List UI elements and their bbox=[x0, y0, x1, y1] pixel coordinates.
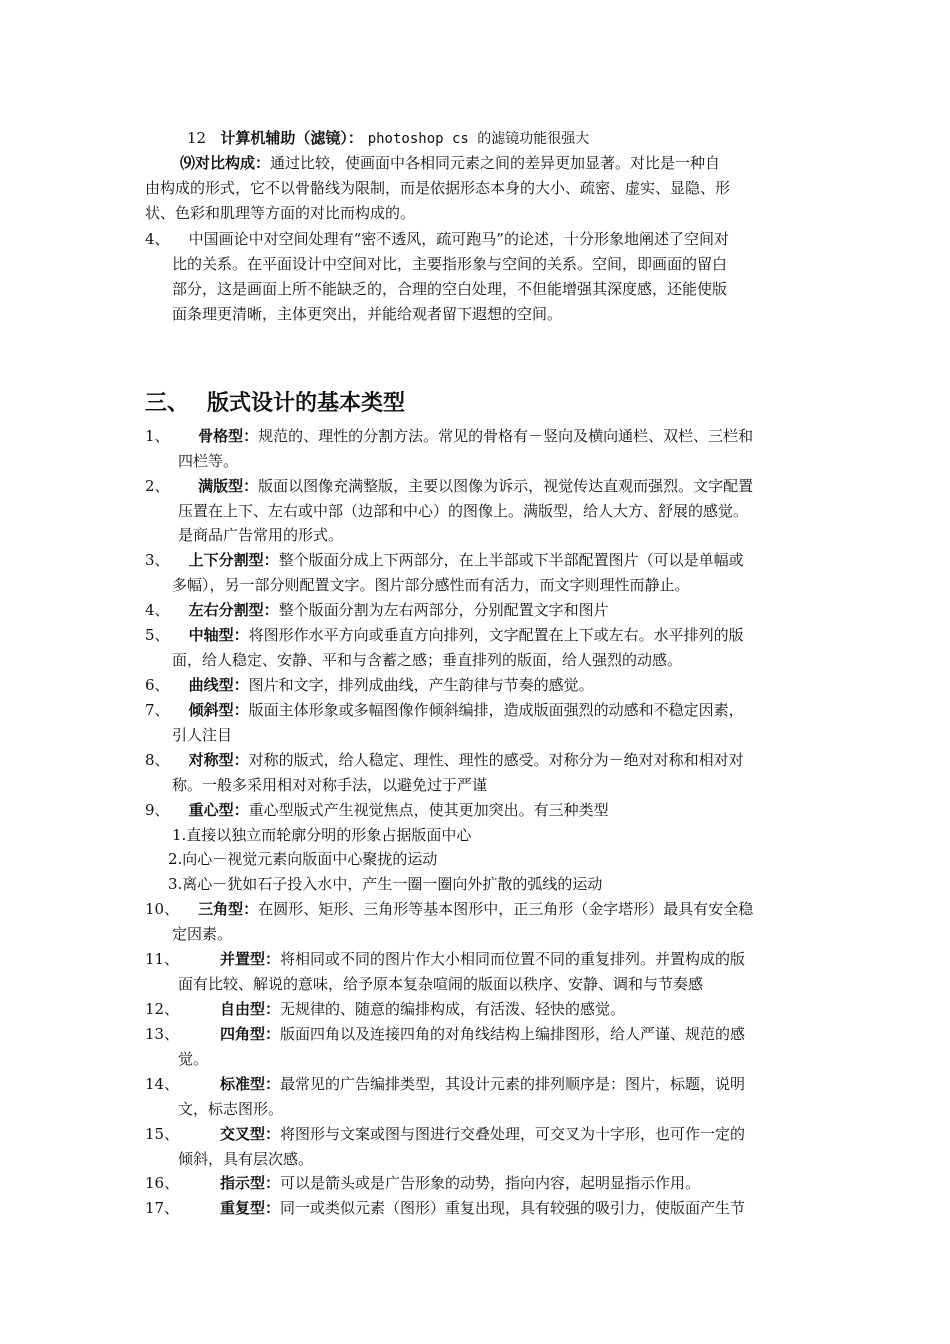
item-text: 对称的版式，给人稳定、理性、理性的感受。对称分为－绝对对称和相对对 bbox=[248, 751, 744, 769]
item-text: 最常见的广告编排类型，其设计元素的排列顺序是：图片，标题，说明 bbox=[280, 1075, 746, 1093]
intro-item-9-line2: 由构成的形式，它不以骨骼线为限制，而是依据形态本身的大小、疏密、虚实、显隐、形 bbox=[145, 179, 731, 197]
list-item-14 bbox=[145, 1073, 179, 1095]
intro-item-9-line3: 状、色彩和肌理等方面的对比而构成的。 bbox=[145, 204, 416, 222]
item-title: 三角型： bbox=[198, 900, 259, 918]
item-title: 骨格型： bbox=[198, 427, 259, 445]
item-number: 14、 bbox=[145, 1075, 180, 1093]
item-title: 曲线型： bbox=[188, 676, 249, 694]
list-item-13-body bbox=[220, 1023, 745, 1045]
item-number: 3、 bbox=[145, 551, 170, 569]
item-text: photoshop cs 的滤镜功能很强大 bbox=[367, 131, 590, 147]
list-item-2 bbox=[145, 475, 753, 497]
intro-item-12 bbox=[187, 127, 589, 150]
item-text: 版面以图像充满整版，主要以图像为诉示，视觉传达直观而强烈。文字配置 bbox=[258, 477, 754, 495]
item-number: 17、 bbox=[145, 1199, 180, 1217]
list-item-12 bbox=[145, 998, 179, 1020]
item-title: 计算机辅助（滤镜）： bbox=[220, 129, 363, 147]
item-title: 上下分割型： bbox=[188, 551, 279, 569]
item-number: 7、 bbox=[145, 701, 170, 719]
list-item-11-cont: 面有比较、解说的意味，给予原本复杂喧闹的版面以秩序、安静、调和与节奏感 bbox=[178, 975, 704, 993]
intro-item-4-line1 bbox=[145, 228, 729, 250]
item-title: 倾斜型： bbox=[188, 701, 249, 719]
list-item-5 bbox=[145, 624, 744, 646]
list-item-9-sub2: 2.向心－视觉元素向版面中心聚拢的运动 bbox=[168, 850, 438, 868]
list-item-1 bbox=[145, 425, 753, 447]
item-text: 将图形作水平方向或垂直方向排列，文字配置在上下或左右。水平排列的版 bbox=[248, 626, 744, 644]
item-title: 并置型： bbox=[220, 950, 281, 968]
item-number: 6、 bbox=[145, 676, 170, 694]
item-number: ⑼ bbox=[180, 154, 196, 172]
list-item-13 bbox=[145, 1023, 179, 1045]
list-item-3 bbox=[145, 549, 744, 571]
section-number: 三、 bbox=[145, 391, 190, 416]
item-title: 交叉型： bbox=[220, 1125, 281, 1143]
list-item-12-body bbox=[220, 998, 625, 1020]
item-number: 8、 bbox=[145, 751, 170, 769]
item-number: 13、 bbox=[145, 1025, 180, 1043]
list-item-15-cont: 倾斜，具有层次感。 bbox=[178, 1150, 314, 1168]
item-text: 将图形与文案或图与图进行交叠处理，可交叉为十字形，也可作一定的 bbox=[280, 1125, 746, 1143]
section-heading bbox=[145, 386, 405, 417]
item-text: 图片和文字，排列成曲线，产生韵律与节奏的感觉。 bbox=[248, 676, 594, 694]
list-item-13-cont: 觉。 bbox=[178, 1050, 209, 1068]
item-text: 整个版面分割为左右两部分，分别配置文字和图片 bbox=[278, 601, 609, 619]
list-item-9-sub1: 1.直接以独立而轮廓分明的形象占据版面中心 bbox=[172, 826, 472, 844]
item-title: 重复型： bbox=[220, 1199, 281, 1217]
intro-item-4-line2: 比的关系。在平面设计中空间对比，主要指形象与空间的关系。空间，即画面的留白 bbox=[172, 255, 728, 273]
item-text: 将相同或不同的图片作大小相同而位置不同的重复排列。并置构成的版 bbox=[280, 950, 746, 968]
item-title: 自由型： bbox=[220, 1000, 281, 1018]
item-text: 整个版面分成上下两部分，在上半部或下半部配置图片（可以是单幅或 bbox=[278, 551, 744, 569]
list-item-2-cont1: 压置在上下、左右或中部（边部和中心）的图像上。满版型，给人大方、舒展的感觉。 bbox=[178, 502, 749, 520]
item-text: 规范的、理性的分割方法。常见的骨格有－竖向及横向通栏、双栏、三栏和 bbox=[258, 427, 754, 445]
item-number: 16、 bbox=[145, 1174, 180, 1192]
item-text: 无规律的、随意的编排构成，有活泼、轻快的感觉。 bbox=[280, 1000, 626, 1018]
item-title: 中轴型： bbox=[188, 626, 249, 644]
item-number: 5、 bbox=[145, 626, 170, 644]
item-number: 12 bbox=[187, 129, 207, 147]
list-item-11-body bbox=[220, 948, 745, 970]
item-text: 同一或类似元素（图形）重复出现，具有较强的吸引力，使版面产生节 bbox=[280, 1199, 746, 1217]
list-item-17 bbox=[145, 1197, 179, 1219]
item-title: 对比构成： bbox=[195, 154, 271, 172]
item-number: 11、 bbox=[145, 950, 180, 968]
item-number: 4、 bbox=[145, 601, 170, 619]
item-number: 10、 bbox=[145, 900, 180, 918]
list-item-2-cont2: 是商品广告常用的形式。 bbox=[178, 526, 344, 544]
list-item-10-cont: 定因素。 bbox=[172, 925, 233, 943]
item-number: 1、 bbox=[145, 427, 170, 445]
item-title: 重心型： bbox=[188, 801, 249, 819]
item-number: 15、 bbox=[145, 1125, 180, 1143]
item-title: 满版型： bbox=[198, 477, 259, 495]
list-item-4 bbox=[145, 599, 609, 621]
intro-item-9-line1 bbox=[180, 152, 720, 174]
list-item-7 bbox=[145, 699, 744, 721]
list-item-15 bbox=[145, 1123, 179, 1145]
item-text: 版面主体形象或多幅图像作倾斜编排，造成版面强烈的动感和不稳定因素， bbox=[248, 701, 744, 719]
list-item-16-body bbox=[220, 1172, 700, 1194]
list-item-14-body bbox=[220, 1073, 745, 1095]
item-number: 4、 bbox=[145, 230, 170, 248]
item-number: 12、 bbox=[145, 1000, 180, 1018]
item-number: 9、 bbox=[145, 801, 170, 819]
list-item-7-cont: 引人注目 bbox=[172, 726, 233, 744]
list-item-14-cont: 文，标志图形。 bbox=[178, 1100, 284, 1118]
item-text: 可以是箭头或是广告形象的动势，指向内容，起明显指示作用。 bbox=[280, 1174, 701, 1192]
list-item-8-cont: 称。一般多采用相对对称手法，以避免过于严谨 bbox=[172, 776, 488, 794]
item-text: 通过比较，使画面中各相同元素之间的差异更加显著。对比是一种自 bbox=[270, 154, 721, 172]
list-item-1-cont: 四栏等。 bbox=[178, 452, 239, 470]
list-item-11 bbox=[145, 948, 179, 970]
list-item-10 bbox=[145, 898, 753, 920]
section-title: 版式设计的基本类型 bbox=[207, 391, 406, 416]
item-text: 中国画论中对空间处理有“密不透风，疏可跑马”的论述，十分形象地阐述了空间对 bbox=[188, 230, 729, 248]
intro-item-4-line3: 部分，这是画面上所不能缺乏的，合理的空白处理，不但能增强其深度感，还能使版 bbox=[172, 280, 728, 298]
item-title: 标准型： bbox=[220, 1075, 281, 1093]
item-number: 2、 bbox=[145, 477, 170, 495]
item-title: 对称型： bbox=[188, 751, 249, 769]
item-title: 四角型： bbox=[220, 1025, 281, 1043]
list-item-8 bbox=[145, 749, 744, 771]
list-item-15-body bbox=[220, 1123, 745, 1145]
list-item-3-cont: 多幅），另一部分则配置文字。图片部分感性而有活力，而文字则理性而静止。 bbox=[172, 576, 690, 594]
intro-item-4-line4: 面条理更清晰，主体更突出，并能给观者留下遐想的空间。 bbox=[172, 305, 563, 323]
item-title: 指示型： bbox=[220, 1174, 281, 1192]
item-text: 版面四角以及连接四角的对角线结构上编排图形，给人严谨、规范的感 bbox=[280, 1025, 746, 1043]
list-item-9 bbox=[145, 799, 609, 821]
item-title: 左右分割型： bbox=[188, 601, 279, 619]
list-item-16 bbox=[145, 1172, 179, 1194]
item-text: 重心型版式产生视觉焦点，使其更加突出。有三种类型 bbox=[248, 801, 609, 819]
list-item-17-body bbox=[220, 1197, 745, 1219]
list-item-6 bbox=[145, 674, 594, 696]
list-item-9-sub3: 3.离心－犹如石子投入水中，产生一圈一圈向外扩散的弧线的运动 bbox=[168, 875, 603, 893]
item-text: 在圆形、矩形、三角形等基本图形中，正三角形（金字塔形）最具有安全稳 bbox=[258, 900, 754, 918]
list-item-5-cont: 面，给人稳定、安静、平和与含蓄之感；垂直排列的版面，给人强烈的动感。 bbox=[172, 651, 683, 669]
